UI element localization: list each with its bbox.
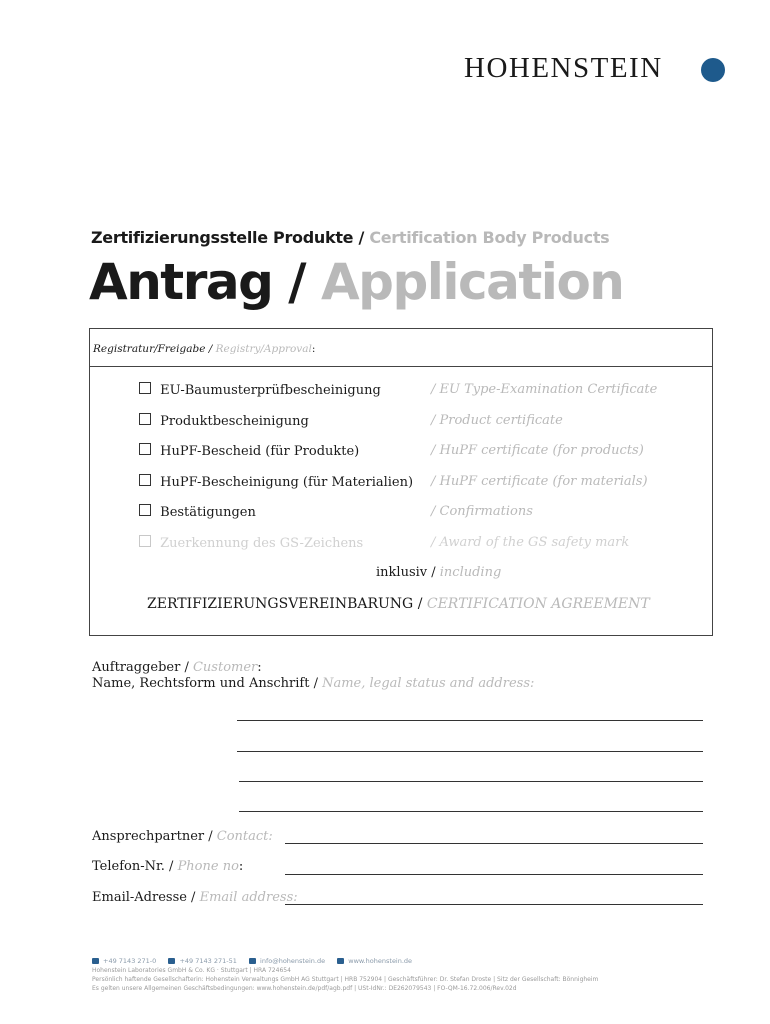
page-title bbox=[89, 250, 623, 314]
logo-dot-icon bbox=[701, 58, 725, 82]
contact-label-en: Contact: bbox=[216, 829, 273, 844]
customer-label-de: Auftraggeber / bbox=[92, 660, 193, 675]
including-label bbox=[376, 565, 501, 580]
footer-contact-row bbox=[92, 957, 412, 965]
footer-line-4: Es gelten unsere Allgemeinen Geschäftsbedingungen: www.hohenstein.de/pdf/agb.pdf | USt-IdNr.: DE262079543 | FO-QM-16.72.006/Rev.02d bbox=[92, 985, 517, 992]
contact-field-line[interactable] bbox=[285, 843, 703, 844]
option-label-de: Produktbescheinigung bbox=[160, 414, 309, 429]
footer-email[interactable]: info@hohenstein.de bbox=[260, 957, 326, 965]
footer-line-2: Hohenstein Laboratories GmbH & Co. KG · Stuttgart | HRA 724654 bbox=[92, 967, 291, 974]
registry-label-de: Registratur/Freigabe / bbox=[93, 343, 216, 355]
agreement-label bbox=[147, 596, 650, 612]
phone-field-line[interactable] bbox=[285, 874, 703, 875]
registry-label-en: Registry/Approval bbox=[215, 343, 312, 355]
customer-address-label bbox=[92, 676, 534, 691]
address-field-line-4[interactable] bbox=[239, 811, 703, 812]
including-de: inklusiv / bbox=[376, 565, 440, 580]
option-label-en: / Award of the GS safety mark bbox=[431, 535, 630, 550]
checkbox[interactable] bbox=[139, 382, 151, 394]
footer-fax: +49 7143 271-51 bbox=[179, 957, 237, 965]
address-label-en: Name, legal status and address: bbox=[322, 676, 535, 691]
phone-colon: : bbox=[238, 859, 244, 874]
checkbox[interactable] bbox=[139, 504, 151, 516]
certificate-type-box bbox=[89, 328, 713, 636]
option-product-certificate[interactable] bbox=[139, 413, 309, 429]
option-label-de: EU-Baumusterprüfbescheinigung bbox=[160, 383, 381, 398]
option-label-de: HuPF-Bescheinigung (für Materialien) bbox=[160, 475, 414, 490]
customer-label-en: Customer bbox=[192, 660, 258, 675]
email-label bbox=[92, 890, 298, 905]
subtitle bbox=[91, 228, 609, 247]
title-de: Antrag / bbox=[89, 253, 321, 311]
phone-label-en: Phone no bbox=[177, 859, 239, 874]
phone-icon bbox=[92, 958, 99, 964]
checkbox[interactable] bbox=[139, 474, 151, 486]
option-gs-mark[interactable] bbox=[139, 535, 363, 551]
email-label-en: Email address: bbox=[199, 890, 298, 905]
including-en: including bbox=[439, 565, 502, 580]
checkbox[interactable] bbox=[139, 413, 151, 425]
contact-label-de: Ansprechpartner / bbox=[92, 829, 217, 844]
option-label-de: Bestätigungen bbox=[160, 505, 256, 520]
fax-icon bbox=[168, 958, 175, 964]
address-field-line-1[interactable] bbox=[237, 720, 703, 721]
address-field-line-2[interactable] bbox=[237, 751, 703, 752]
option-label-en: / EU Type-Examination Certificate bbox=[431, 382, 658, 397]
phone-label bbox=[92, 859, 243, 874]
agreement-en: CERTIFICATION AGREEMENT bbox=[426, 596, 650, 612]
option-eu-type-examination[interactable] bbox=[139, 382, 381, 398]
mail-icon bbox=[249, 958, 256, 964]
customer-label bbox=[92, 660, 262, 675]
home-icon bbox=[337, 958, 344, 964]
checkbox[interactable] bbox=[139, 443, 151, 455]
contact-label bbox=[92, 829, 273, 844]
registry-label bbox=[93, 343, 315, 355]
subtitle-de: Zertifizierungsstelle Produkte / bbox=[91, 228, 370, 247]
footer-web[interactable]: www.hohenstein.de bbox=[348, 957, 413, 965]
option-label-de: Zuerkennung des GS-Zeichens bbox=[160, 536, 364, 551]
option-confirmations[interactable] bbox=[139, 504, 256, 520]
option-label-en: / Product certificate bbox=[431, 413, 563, 428]
option-label-en: / Confirmations bbox=[431, 504, 533, 519]
option-label-de: HuPF-Bescheid (für Produkte) bbox=[160, 444, 360, 459]
address-label-de: Name, Rechtsform und Anschrift / bbox=[92, 676, 323, 691]
option-hupf-products[interactable] bbox=[139, 443, 359, 459]
footer-phone: +49 7143 271-0 bbox=[103, 957, 157, 965]
footer-line-3: Persönlich haftende Gesellschafterin: Hohenstein Verwaltungs GmbH AG Stuttgart | HRB 752904 | Geschäftsführer: Dr. Stefan Droste | Sitz der Gesellschaft: Bönnigheim bbox=[92, 976, 599, 983]
email-label-de: Email-Adresse / bbox=[92, 890, 200, 905]
company-logo: HOHENSTEIN bbox=[464, 52, 663, 84]
agreement-de: ZERTIFIZIERUNGSVEREINBARUNG / bbox=[147, 596, 427, 612]
option-label-en: / HuPF certificate (for products) bbox=[431, 443, 644, 458]
email-field-line[interactable] bbox=[285, 904, 703, 905]
checkbox[interactable] bbox=[139, 535, 151, 547]
title-en: Application bbox=[320, 253, 624, 311]
phone-label-de: Telefon-Nr. / bbox=[92, 859, 178, 874]
subtitle-en: Certification Body Products bbox=[369, 228, 610, 247]
option-label-en: / HuPF certificate (for materials) bbox=[431, 474, 648, 489]
customer-colon: : bbox=[257, 660, 262, 675]
registry-row bbox=[90, 329, 712, 367]
address-field-line-3[interactable] bbox=[239, 781, 703, 782]
option-hupf-materials[interactable] bbox=[139, 474, 413, 490]
registry-colon: : bbox=[311, 343, 316, 355]
